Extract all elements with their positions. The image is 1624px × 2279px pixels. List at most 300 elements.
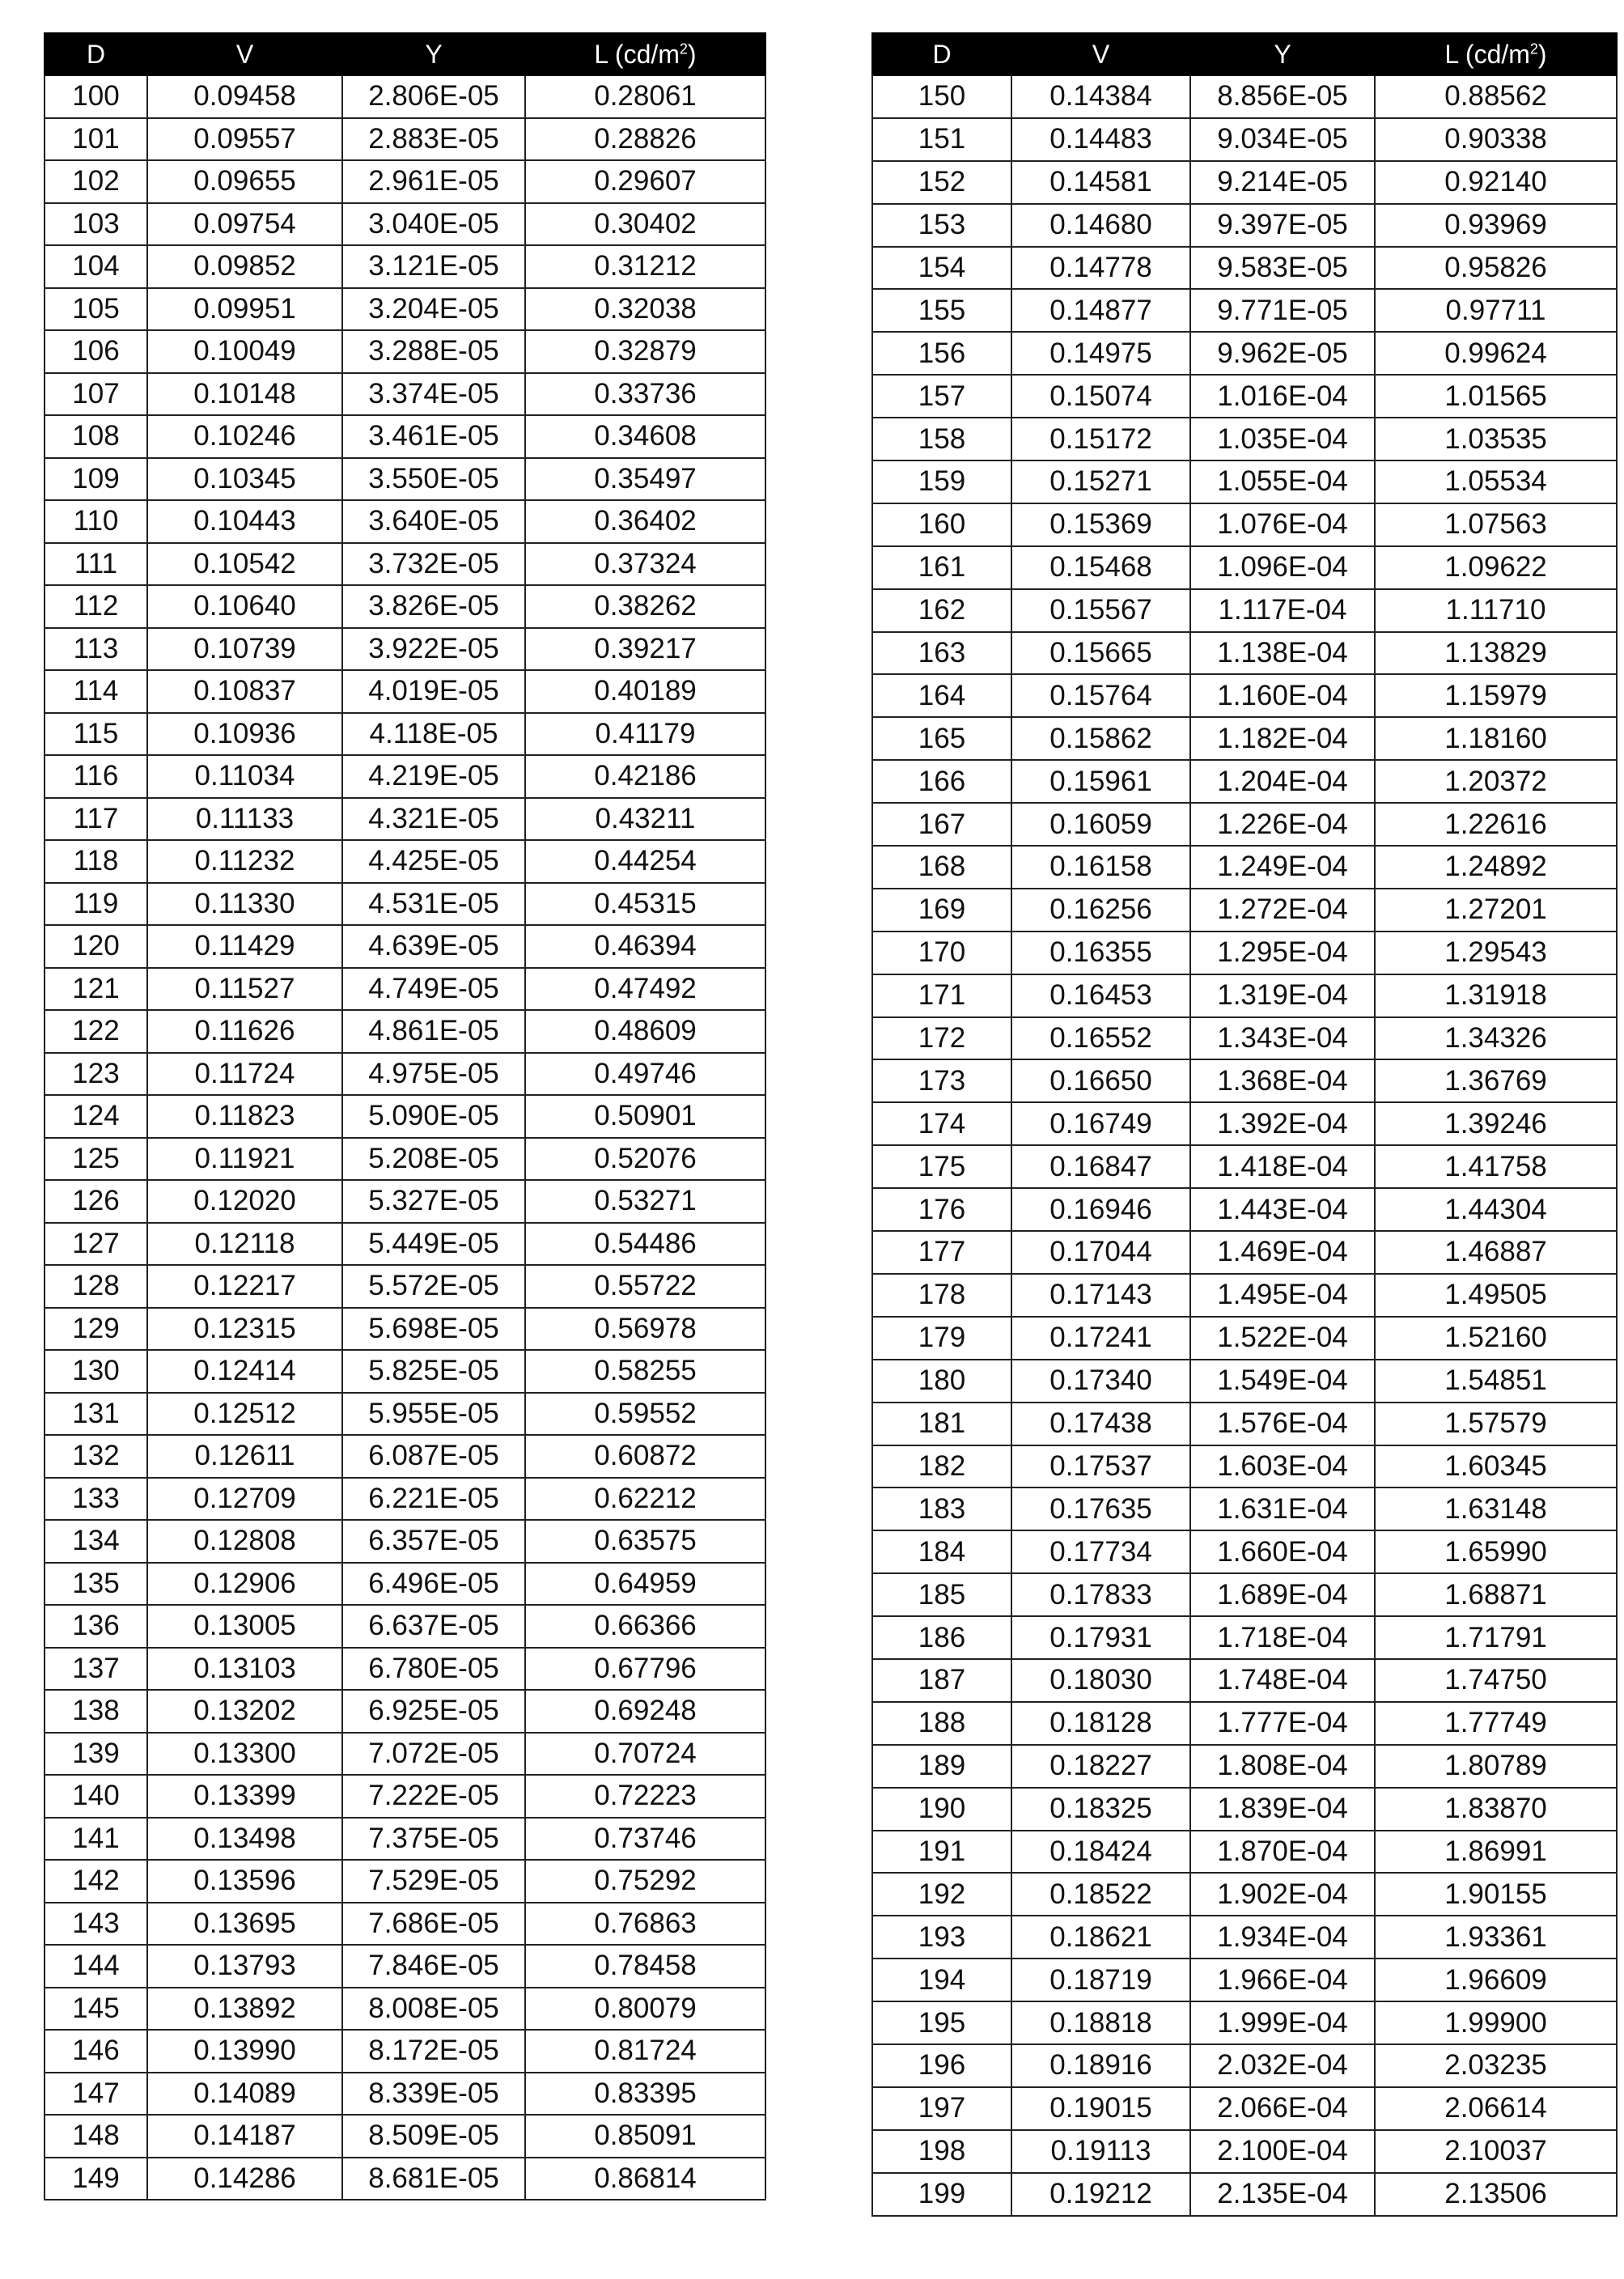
cell-d: 181 [872, 1403, 1011, 1445]
cell-d: 192 [872, 1873, 1011, 1916]
cell-l: 0.47492 [525, 968, 765, 1011]
table-body [45, 75, 765, 2200]
table-row [872, 1360, 1617, 1403]
cell-d: 101 [45, 118, 147, 161]
cell-y: 5.955E-05 [342, 1393, 525, 1436]
cell-y: 3.550E-05 [342, 458, 525, 501]
cell-v: 0.12808 [147, 1520, 342, 1563]
cell-y: 1.182E-04 [1190, 717, 1375, 760]
table-row [45, 1478, 765, 1521]
header-y: Y [1190, 33, 1375, 75]
cell-v: 0.16847 [1011, 1145, 1190, 1188]
cell-v: 0.12315 [147, 1308, 342, 1351]
cell-y: 1.522E-04 [1190, 1317, 1375, 1360]
cell-d: 142 [45, 1860, 147, 1903]
cell-d: 199 [872, 2173, 1011, 2216]
cell-v: 0.10246 [147, 415, 342, 458]
cell-y: 3.826E-05 [342, 585, 525, 628]
cell-l: 1.57579 [1375, 1403, 1617, 1445]
header-d: D [45, 33, 147, 75]
cell-y: 1.272E-04 [1190, 889, 1375, 932]
cell-y: 1.226E-04 [1190, 803, 1375, 846]
cell-d: 191 [872, 1831, 1011, 1874]
table-row [872, 1274, 1617, 1317]
cell-v: 0.14187 [147, 2115, 342, 2158]
cell-y: 2.100E-04 [1190, 2130, 1375, 2173]
cell-y: 7.072E-05 [342, 1733, 525, 1776]
cell-y: 4.019E-05 [342, 670, 525, 713]
cell-v: 0.09852 [147, 245, 342, 288]
luminance-table-right [871, 32, 1618, 2217]
cell-d: 126 [45, 1180, 147, 1223]
cell-v: 0.19212 [1011, 2173, 1190, 2216]
cell-v: 0.17241 [1011, 1317, 1190, 1360]
cell-l: 1.13829 [1375, 632, 1617, 675]
cell-l: 1.15979 [1375, 674, 1617, 717]
table-row [872, 204, 1617, 247]
table-row [45, 1988, 765, 2031]
cell-l: 0.73746 [525, 1818, 765, 1861]
cell-d: 110 [45, 500, 147, 543]
cell-v: 0.16256 [1011, 889, 1190, 932]
table-row [45, 1435, 765, 1478]
table-row [872, 632, 1617, 675]
cell-y: 1.870E-04 [1190, 1831, 1375, 1874]
cell-y: 1.934E-04 [1190, 1916, 1375, 1959]
table-row [45, 2030, 765, 2073]
cell-y: 3.121E-05 [342, 245, 525, 288]
table-row [872, 889, 1617, 932]
cell-d: 129 [45, 1308, 147, 1351]
cell-v: 0.18227 [1011, 1745, 1190, 1788]
cell-d: 123 [45, 1053, 147, 1096]
cell-y: 4.219E-05 [342, 755, 525, 798]
cell-d: 152 [872, 161, 1011, 204]
cell-d: 119 [45, 883, 147, 926]
cell-l: 0.39217 [525, 628, 765, 671]
cell-v: 0.15271 [1011, 460, 1190, 503]
table-row [872, 247, 1617, 290]
cell-y: 7.846E-05 [342, 1945, 525, 1988]
cell-v: 0.16059 [1011, 803, 1190, 846]
table-row [872, 289, 1617, 332]
table-row [45, 755, 765, 798]
table-row [872, 118, 1617, 161]
cell-l: 0.95826 [1375, 247, 1617, 290]
cell-l: 1.11710 [1375, 589, 1617, 632]
luminance-table-left [44, 32, 766, 2200]
cell-v: 0.14089 [147, 2073, 342, 2116]
cell-d: 145 [45, 1988, 147, 2031]
cell-v: 0.13892 [147, 1988, 342, 2031]
header-l [1375, 33, 1617, 75]
cell-v: 0.15764 [1011, 674, 1190, 717]
cell-l: 1.60345 [1375, 1445, 1617, 1488]
cell-l: 0.44254 [525, 840, 765, 883]
cell-l: 1.96609 [1375, 1959, 1617, 2001]
cell-v: 0.17044 [1011, 1231, 1190, 1274]
cell-l: 0.35497 [525, 458, 765, 501]
cell-y: 9.214E-05 [1190, 161, 1375, 204]
cell-v: 0.12414 [147, 1350, 342, 1393]
cell-l: 1.44304 [1375, 1188, 1617, 1231]
cell-v: 0.15862 [1011, 717, 1190, 760]
table-row [45, 798, 765, 841]
cell-d: 153 [872, 204, 1011, 247]
cell-d: 102 [45, 160, 147, 203]
cell-v: 0.14877 [1011, 289, 1190, 332]
cell-v: 0.13103 [147, 1648, 342, 1691]
table-row [45, 925, 765, 968]
cell-l: 1.07563 [1375, 503, 1617, 546]
cell-d: 166 [872, 760, 1011, 803]
cell-v: 0.14778 [1011, 247, 1190, 290]
cell-l: 2.03235 [1375, 2044, 1617, 2087]
table-header [872, 33, 1617, 75]
cell-v: 0.17931 [1011, 1616, 1190, 1659]
cell-d: 118 [45, 840, 147, 883]
cell-l: 0.64959 [525, 1563, 765, 1606]
cell-v: 0.12512 [147, 1393, 342, 1436]
cell-v: 0.10837 [147, 670, 342, 713]
cell-v: 0.12709 [147, 1478, 342, 1521]
cell-l: 0.30402 [525, 203, 765, 246]
cell-y: 6.221E-05 [342, 1478, 525, 1521]
table-row [872, 1017, 1617, 1060]
cell-d: 169 [872, 889, 1011, 932]
cell-y: 9.771E-05 [1190, 289, 1375, 332]
cell-y: 1.096E-04 [1190, 546, 1375, 589]
cell-d: 109 [45, 458, 147, 501]
cell-l: 0.88562 [1375, 75, 1617, 118]
cell-d: 198 [872, 2130, 1011, 2173]
cell-v: 0.16355 [1011, 932, 1190, 974]
cell-d: 122 [45, 1010, 147, 1053]
table-row [872, 2130, 1617, 2173]
cell-l: 0.86814 [525, 2158, 765, 2200]
cell-l: 1.24892 [1375, 846, 1617, 889]
cell-v: 0.16749 [1011, 1102, 1190, 1145]
table-row [872, 1445, 1617, 1488]
cell-d: 175 [872, 1145, 1011, 1188]
cell-v: 0.13300 [147, 1733, 342, 1776]
cell-y: 7.686E-05 [342, 1903, 525, 1946]
table-row [45, 840, 765, 883]
table-row [872, 803, 1617, 846]
table-row [872, 1959, 1617, 2001]
cell-d: 171 [872, 974, 1011, 1017]
cell-l: 0.49746 [525, 1053, 765, 1096]
cell-d: 194 [872, 1959, 1011, 2001]
cell-l: 1.03535 [1375, 418, 1617, 460]
table-row [45, 1393, 765, 1436]
cell-l: 0.60872 [525, 1435, 765, 1478]
cell-d: 133 [45, 1478, 147, 1521]
cell-d: 134 [45, 1520, 147, 1563]
table-row [872, 375, 1617, 418]
cell-v: 0.15172 [1011, 418, 1190, 460]
cell-l: 1.01565 [1375, 375, 1617, 418]
cell-l: 0.97711 [1375, 289, 1617, 332]
cell-d: 103 [45, 203, 147, 246]
cell-v: 0.12217 [147, 1265, 342, 1308]
cell-y: 1.016E-04 [1190, 375, 1375, 418]
cell-l: 0.85091 [525, 2115, 765, 2158]
cell-l: 0.70724 [525, 1733, 765, 1776]
cell-y: 4.639E-05 [342, 925, 525, 968]
cell-l: 0.78458 [525, 1945, 765, 1988]
cell-l: 0.59552 [525, 1393, 765, 1436]
cell-y: 1.966E-04 [1190, 1959, 1375, 2001]
cell-v: 0.13990 [147, 2030, 342, 2073]
cell-v: 0.11626 [147, 1010, 342, 1053]
cell-y: 1.368E-04 [1190, 1059, 1375, 1102]
table-header [45, 33, 765, 75]
table-row [872, 418, 1617, 460]
cell-v: 0.15074 [1011, 375, 1190, 418]
cell-v: 0.14975 [1011, 332, 1190, 375]
table-row [872, 1831, 1617, 1874]
table-row [45, 2158, 765, 2200]
cell-y: 8.681E-05 [342, 2158, 525, 2200]
cell-v: 0.17833 [1011, 1573, 1190, 1616]
cell-d: 156 [872, 332, 1011, 375]
cell-d: 135 [45, 1563, 147, 1606]
cell-v: 0.18325 [1011, 1788, 1190, 1831]
cell-d: 100 [45, 75, 147, 118]
table-row [872, 717, 1617, 760]
cell-v: 0.18424 [1011, 1831, 1190, 1874]
cell-d: 115 [45, 713, 147, 756]
cell-v: 0.13695 [147, 1903, 342, 1946]
table-row [45, 415, 765, 458]
table-row [45, 1818, 765, 1861]
cell-d: 151 [872, 118, 1011, 161]
cell-d: 172 [872, 1017, 1011, 1060]
cell-y: 6.780E-05 [342, 1648, 525, 1691]
table-row [872, 161, 1617, 204]
cell-v: 0.09557 [147, 118, 342, 161]
cell-y: 3.640E-05 [342, 500, 525, 543]
header-v: V [147, 33, 342, 75]
cell-d: 176 [872, 1188, 1011, 1231]
cell-v: 0.17734 [1011, 1530, 1190, 1573]
cell-v: 0.15468 [1011, 546, 1190, 589]
cell-y: 9.397E-05 [1190, 204, 1375, 247]
cell-v: 0.18128 [1011, 1702, 1190, 1745]
cell-v: 0.10049 [147, 330, 342, 373]
cell-d: 114 [45, 670, 147, 713]
cell-l: 1.22616 [1375, 803, 1617, 846]
cell-d: 112 [45, 585, 147, 628]
cell-l: 2.13506 [1375, 2173, 1617, 2216]
table-row [45, 713, 765, 756]
cell-d: 161 [872, 546, 1011, 589]
cell-d: 117 [45, 798, 147, 841]
cell-y: 2.066E-04 [1190, 2087, 1375, 2130]
cell-v: 0.11921 [147, 1138, 342, 1181]
cell-d: 124 [45, 1095, 147, 1138]
cell-y: 4.531E-05 [342, 883, 525, 926]
cell-v: 0.11133 [147, 798, 342, 841]
cell-y: 3.040E-05 [342, 203, 525, 246]
cell-y: 1.631E-04 [1190, 1488, 1375, 1530]
cell-y: 7.222E-05 [342, 1775, 525, 1818]
cell-y: 1.689E-04 [1190, 1573, 1375, 1616]
table-row [872, 1188, 1617, 1231]
table-row [45, 1945, 765, 1988]
cell-d: 178 [872, 1274, 1011, 1317]
cell-l: 0.28826 [525, 118, 765, 161]
cell-y: 1.160E-04 [1190, 674, 1375, 717]
cell-y: 2.135E-04 [1190, 2173, 1375, 2216]
cell-y: 5.572E-05 [342, 1265, 525, 1308]
table-row [45, 373, 765, 416]
cell-y: 9.583E-05 [1190, 247, 1375, 290]
cell-y: 4.975E-05 [342, 1053, 525, 1096]
cell-d: 105 [45, 288, 147, 331]
header-l-suffix: ) [688, 40, 697, 69]
table-row [872, 846, 1617, 889]
cell-v: 0.11034 [147, 755, 342, 798]
cell-l: 0.43211 [525, 798, 765, 841]
cell-v: 0.10739 [147, 628, 342, 671]
cell-d: 167 [872, 803, 1011, 846]
cell-v: 0.15369 [1011, 503, 1190, 546]
cell-y: 4.425E-05 [342, 840, 525, 883]
header-l-sup: 2 [1530, 40, 1538, 57]
cell-y: 4.118E-05 [342, 713, 525, 756]
cell-v: 0.11429 [147, 925, 342, 968]
cell-v: 0.15665 [1011, 632, 1190, 675]
cell-v: 0.10443 [147, 500, 342, 543]
table-row [45, 1903, 765, 1946]
table-row [872, 674, 1617, 717]
cell-d: 128 [45, 1265, 147, 1308]
cell-l: 1.63148 [1375, 1488, 1617, 1530]
cell-y: 5.208E-05 [342, 1138, 525, 1181]
table-row [45, 203, 765, 246]
table-row [45, 543, 765, 586]
header-l-suffix: ) [1538, 40, 1547, 69]
cell-d: 120 [45, 925, 147, 968]
cell-l: 1.31918 [1375, 974, 1617, 1017]
table-row [45, 1095, 765, 1138]
cell-y: 1.902E-04 [1190, 1873, 1375, 1916]
cell-v: 0.14384 [1011, 75, 1190, 118]
cell-l: 1.90155 [1375, 1873, 1617, 1916]
cell-d: 132 [45, 1435, 147, 1478]
cell-l: 0.42186 [525, 755, 765, 798]
cell-l: 1.52160 [1375, 1317, 1617, 1360]
cell-y: 4.749E-05 [342, 968, 525, 1011]
cell-y: 3.374E-05 [342, 373, 525, 416]
cell-y: 1.418E-04 [1190, 1145, 1375, 1188]
cell-v: 0.09754 [147, 203, 342, 246]
table-row [45, 1138, 765, 1181]
cell-v: 0.10936 [147, 713, 342, 756]
cell-y: 1.319E-04 [1190, 974, 1375, 1017]
cell-v: 0.16552 [1011, 1017, 1190, 1060]
cell-y: 1.495E-04 [1190, 1274, 1375, 1317]
cell-d: 125 [45, 1138, 147, 1181]
table-row [45, 883, 765, 926]
cell-v: 0.11330 [147, 883, 342, 926]
cell-y: 3.204E-05 [342, 288, 525, 331]
header-v: V [1011, 33, 1190, 75]
table-row [45, 968, 765, 1011]
cell-l: 1.83870 [1375, 1788, 1617, 1831]
cell-v: 0.13596 [147, 1860, 342, 1903]
cell-y: 1.808E-04 [1190, 1745, 1375, 1788]
cell-l: 0.50901 [525, 1095, 765, 1138]
table-row [45, 458, 765, 501]
cell-d: 144 [45, 1945, 147, 1988]
cell-l: 0.38262 [525, 585, 765, 628]
cell-l: 1.99900 [1375, 2001, 1617, 2044]
cell-d: 131 [45, 1393, 147, 1436]
cell-l: 2.10037 [1375, 2130, 1617, 2173]
table-row [45, 1180, 765, 1223]
table-row [872, 1059, 1617, 1102]
cell-v: 0.10640 [147, 585, 342, 628]
header-l-text: L (cd/m [1444, 40, 1530, 69]
cell-y: 1.443E-04 [1190, 1188, 1375, 1231]
cell-y: 3.732E-05 [342, 543, 525, 586]
cell-l: 1.41758 [1375, 1145, 1617, 1188]
table-row [45, 670, 765, 713]
cell-d: 143 [45, 1903, 147, 1946]
table-row [45, 2115, 765, 2158]
cell-v: 0.12906 [147, 1563, 342, 1606]
cell-v: 0.13005 [147, 1605, 342, 1648]
cell-l: 0.52076 [525, 1138, 765, 1181]
table-row [872, 75, 1617, 118]
cell-l: 0.32038 [525, 288, 765, 331]
cell-v: 0.16946 [1011, 1188, 1190, 1231]
cell-l: 0.55722 [525, 1265, 765, 1308]
cell-d: 188 [872, 1702, 1011, 1745]
header-l [525, 33, 765, 75]
cell-v: 0.13399 [147, 1775, 342, 1818]
cell-l: 0.62212 [525, 1478, 765, 1521]
table-row [872, 1916, 1617, 1959]
table-row [872, 932, 1617, 974]
cell-l: 0.40189 [525, 670, 765, 713]
cell-v: 0.11724 [147, 1053, 342, 1096]
cell-v: 0.12020 [147, 1180, 342, 1223]
cell-d: 130 [45, 1350, 147, 1393]
cell-y: 1.055E-04 [1190, 460, 1375, 503]
cell-d: 183 [872, 1488, 1011, 1530]
cell-d: 116 [45, 755, 147, 798]
cell-y: 2.961E-05 [342, 160, 525, 203]
cell-y: 1.295E-04 [1190, 932, 1375, 974]
cell-v: 0.17340 [1011, 1360, 1190, 1403]
cell-y: 1.549E-04 [1190, 1360, 1375, 1403]
cell-l: 0.31212 [525, 245, 765, 288]
cell-d: 138 [45, 1690, 147, 1733]
cell-d: 197 [872, 2087, 1011, 2130]
cell-y: 6.637E-05 [342, 1605, 525, 1648]
table-body [872, 75, 1617, 2216]
cell-y: 1.603E-04 [1190, 1445, 1375, 1488]
cell-y: 1.117E-04 [1190, 589, 1375, 632]
cell-d: 154 [872, 247, 1011, 290]
cell-y: 5.825E-05 [342, 1350, 525, 1393]
cell-l: 0.41179 [525, 713, 765, 756]
cell-l: 0.54486 [525, 1223, 765, 1266]
